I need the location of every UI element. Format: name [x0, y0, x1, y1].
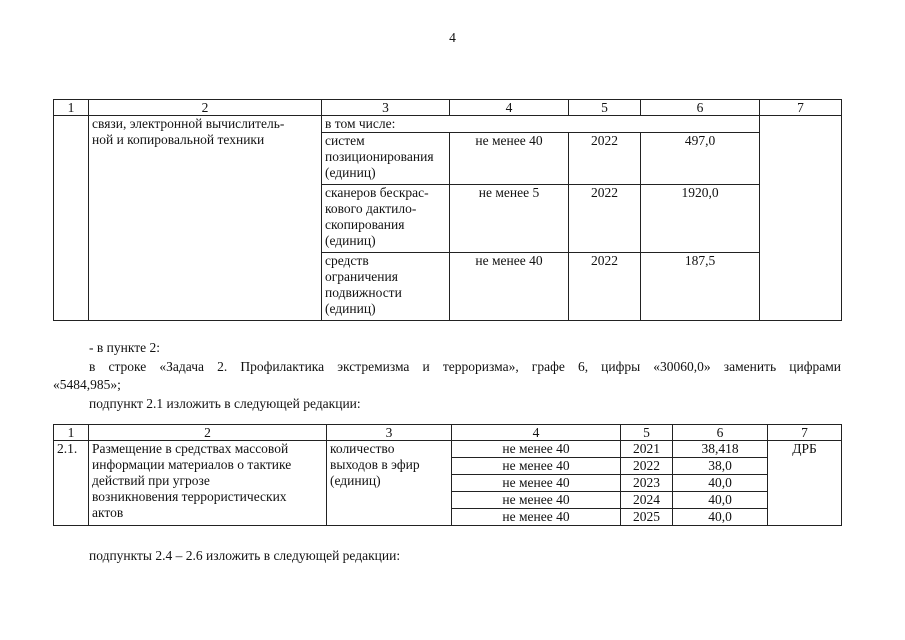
value-cell: не менее 40 — [452, 458, 621, 475]
table-header-row — [54, 425, 842, 441]
paragraph-subpoint-2-1: подпункт 2.1 изложить в следующей редакции: — [89, 396, 361, 411]
amount-cell: 38,418 — [673, 441, 768, 458]
amount-cell: 40,0 — [673, 492, 768, 509]
indicator-cell: средств ограничения подвижности (единиц) — [322, 253, 450, 321]
paragraph-amendment-line1: в строке «Задача 2. Профилактика экстремизма и терроризма», графе 6, цифры «30060,0» заменить цифрами — [89, 359, 841, 374]
paragraph-amendment-line2: «5484,985»; — [53, 377, 121, 392]
header-cell: 5 — [621, 425, 673, 441]
number-cell: 2.1. — [54, 441, 89, 526]
value-cell: не менее 40 — [452, 492, 621, 509]
item-name-cell: связи, электронной вычислитель- ной и копировальной техники — [89, 116, 322, 321]
value-cell: не менее 40 — [452, 509, 621, 526]
year-cell: 2022 — [569, 133, 641, 185]
year-cell: 2025 — [621, 509, 673, 526]
indicator-cell: систем позиционирования (единиц) — [322, 133, 450, 185]
item-name-cell: Размещение в средствах массовой информации материалов о тактике действий при угрозе возникновения террористических актов — [89, 441, 327, 526]
value-cell: не менее 40 — [450, 253, 569, 321]
including-cell: в том числе: — [322, 116, 760, 133]
header-cell: 2 — [89, 425, 327, 441]
indicator-cell: количество выходов в эфир (единиц) — [327, 441, 452, 526]
header-cell: 2 — [89, 100, 322, 116]
number-cell — [54, 116, 89, 321]
value-cell: не менее 40 — [452, 475, 621, 492]
year-cell: 2022 — [621, 458, 673, 475]
amount-cell: 40,0 — [673, 509, 768, 526]
amount-cell: 1920,0 — [641, 185, 760, 253]
executor-cell — [760, 116, 842, 321]
page-number: 4 — [449, 30, 456, 45]
header-cell: 7 — [760, 100, 842, 116]
table-row — [54, 441, 842, 458]
year-cell: 2022 — [569, 253, 641, 321]
header-cell: 4 — [450, 100, 569, 116]
header-cell: 3 — [327, 425, 452, 441]
indicator-cell: сканеров бескрас- кового дактило- скопирования (единиц) — [322, 185, 450, 253]
value-cell: не менее 40 — [450, 133, 569, 185]
subpoint-2-1-table — [53, 424, 842, 526]
value-cell: не менее 40 — [452, 441, 621, 458]
amount-cell: 187,5 — [641, 253, 760, 321]
header-cell: 3 — [322, 100, 450, 116]
executor-cell: ДРБ — [768, 441, 842, 526]
paragraph-point-2: - в пункте 2: — [89, 340, 160, 355]
header-cell: 6 — [673, 425, 768, 441]
year-cell: 2022 — [569, 185, 641, 253]
year-cell: 2024 — [621, 492, 673, 509]
year-cell: 2023 — [621, 475, 673, 492]
header-cell: 7 — [768, 425, 842, 441]
value-cell: не менее 5 — [450, 185, 569, 253]
amount-cell: 497,0 — [641, 133, 760, 185]
header-cell: 1 — [54, 100, 89, 116]
table-header-row — [54, 100, 842, 116]
year-cell: 2021 — [621, 441, 673, 458]
paragraph-subpoints-2-4-2-6: подпункты 2.4 – 2.6 изложить в следующей редакции: — [89, 548, 401, 563]
header-cell: 6 — [641, 100, 760, 116]
header-cell: 1 — [54, 425, 89, 441]
table-row — [54, 116, 842, 133]
header-cell: 4 — [452, 425, 621, 441]
amount-cell: 38,0 — [673, 458, 768, 475]
amount-cell: 40,0 — [673, 475, 768, 492]
header-cell: 5 — [569, 100, 641, 116]
continuation-table — [53, 99, 842, 321]
